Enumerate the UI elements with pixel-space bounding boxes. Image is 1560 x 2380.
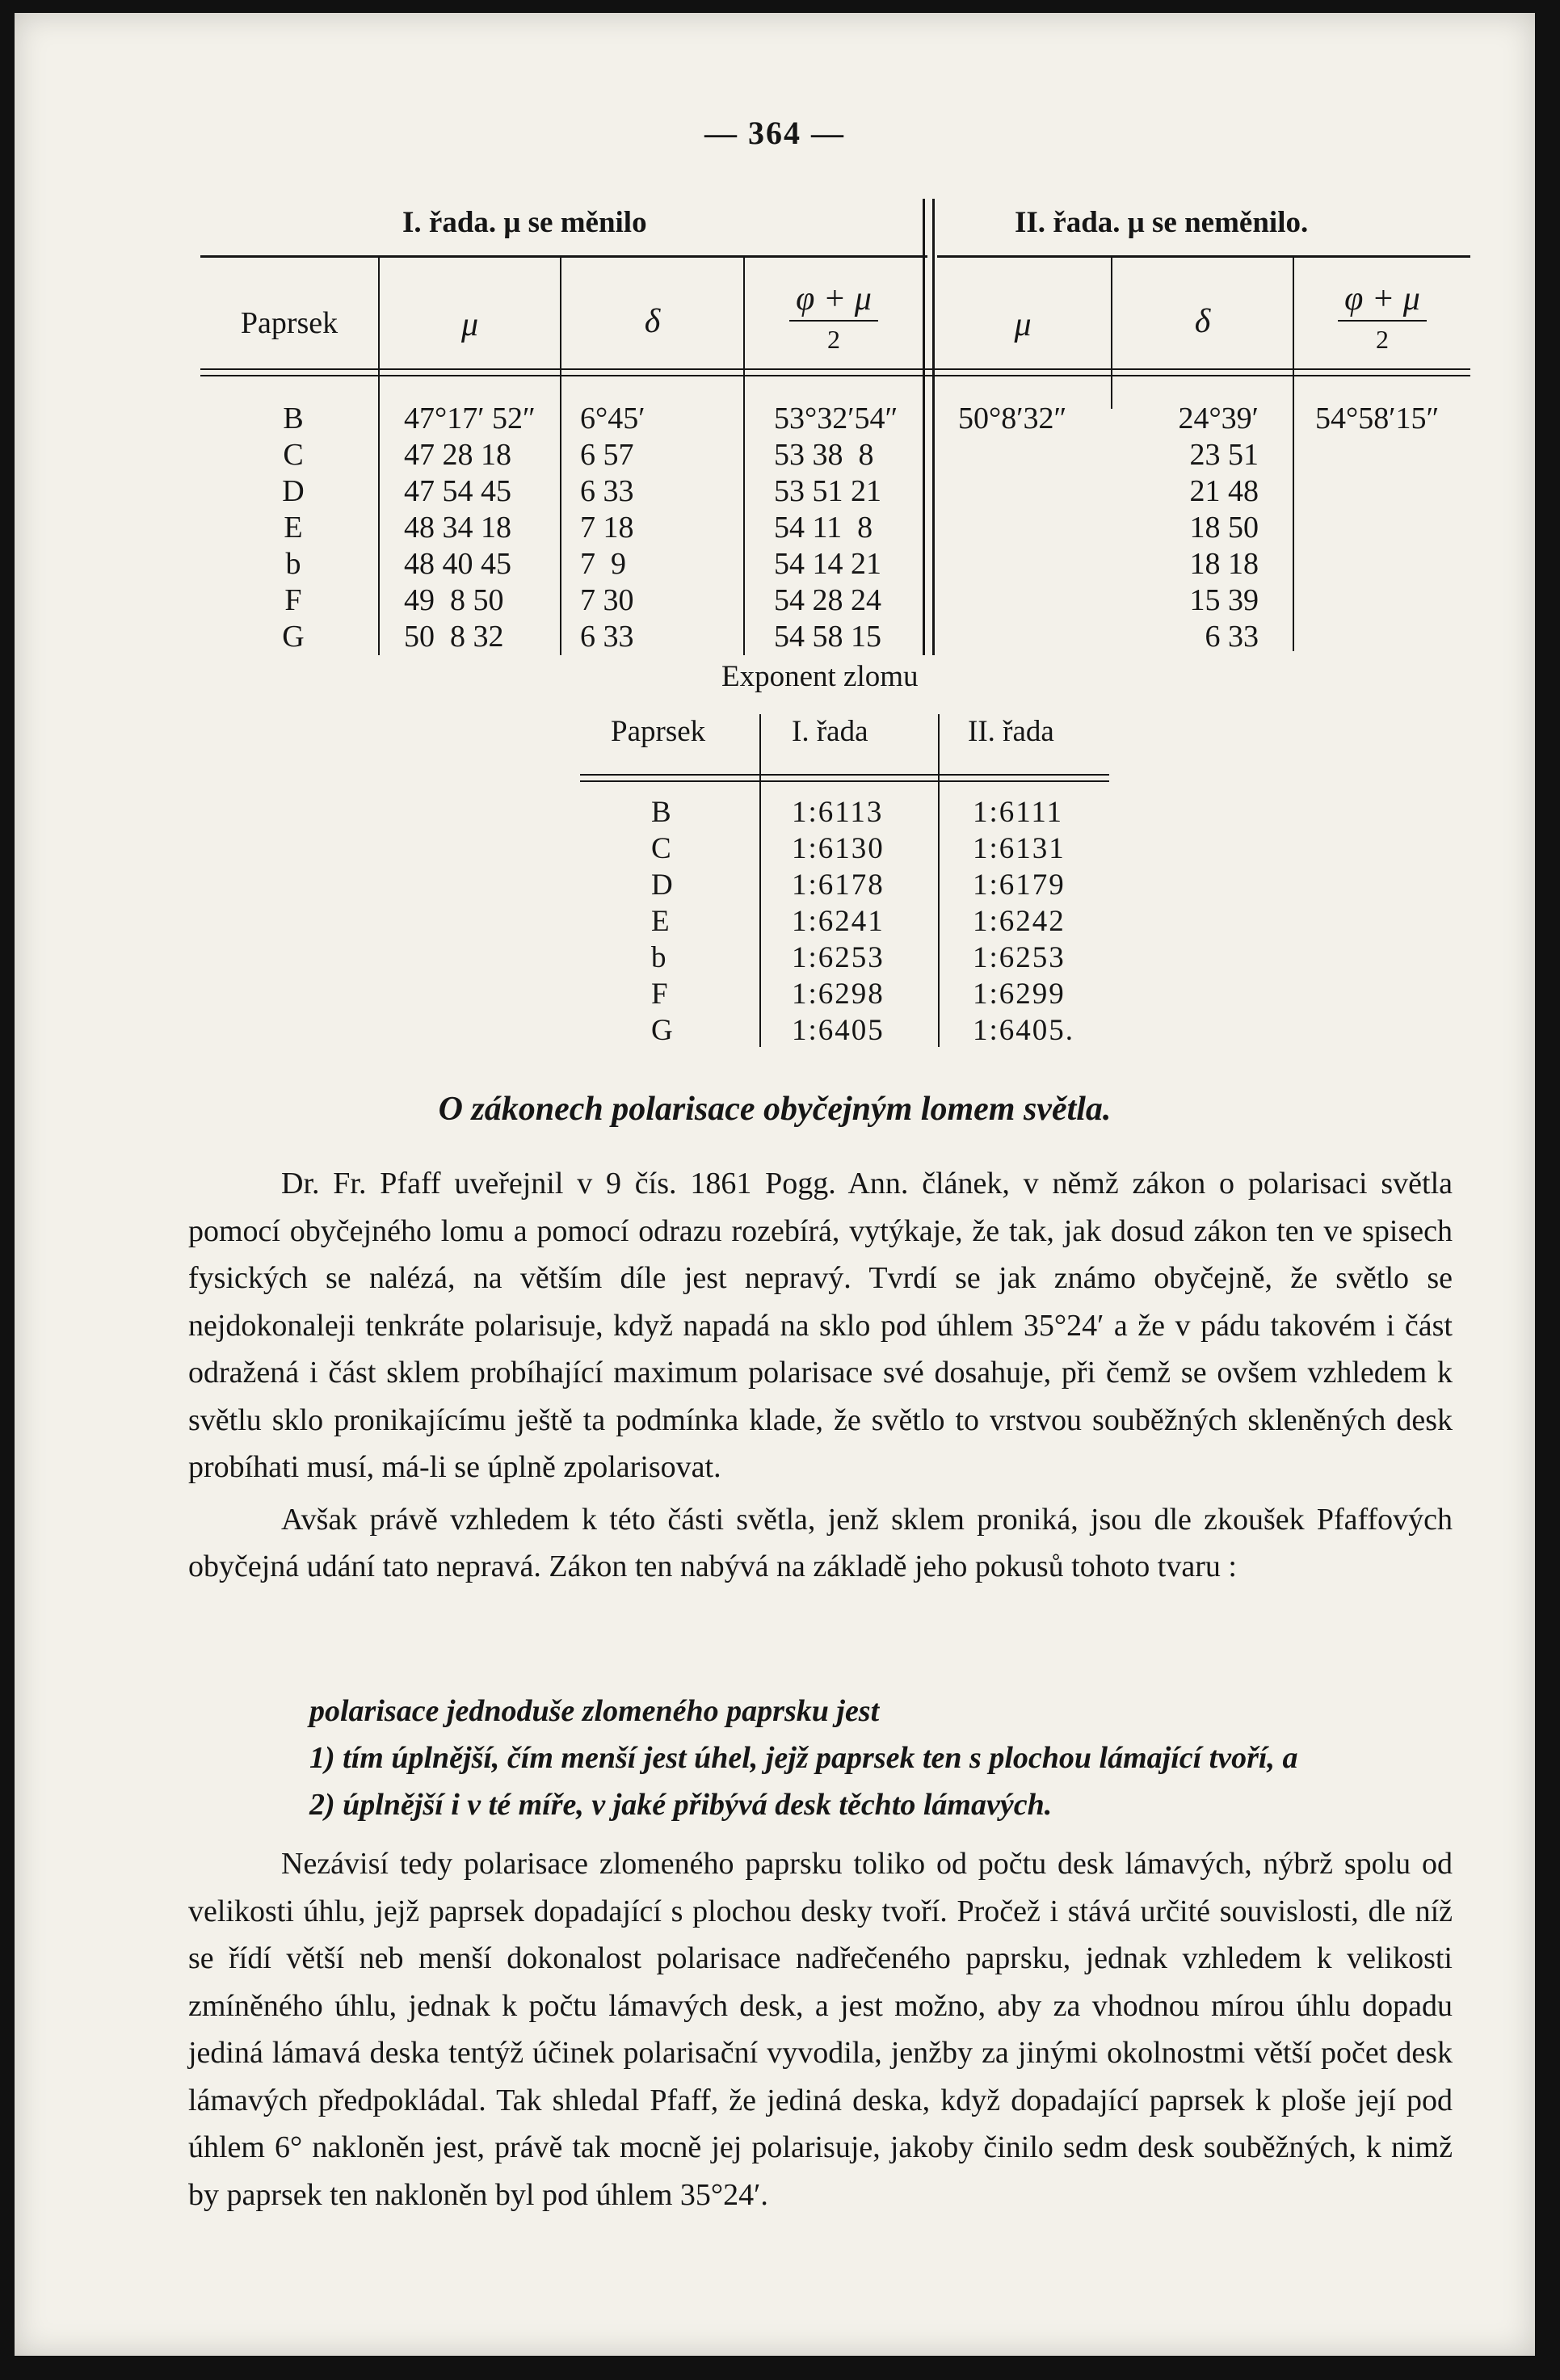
table-row bbox=[200, 582, 927, 619]
table1-vline-5 bbox=[932, 199, 935, 655]
series-1-value: 1:6298 bbox=[792, 978, 885, 1011]
mu-value: 48 34 18 bbox=[404, 511, 511, 545]
delta-value: 23 51 bbox=[1189, 438, 1259, 472]
delta-value: 7 30 bbox=[580, 583, 634, 617]
table1-top-rule-right bbox=[937, 255, 1470, 258]
paragraph-1: Dr. Fr. Pfaff uveřejnil v 9 čís. 1861 Pogg. Ann. článek, v němž zákon o polarisaci světla pomocí obyčejného lomu a pomocí odrazu rozebírá, vytýkaje, že tak, jak dosud zákon ten ve spisech fysických se nalézá, na větším díle jest nepravý. Tvrdí se jak známo obyčejně, že světlo se nejdokonaleji tenkráte polarisuje, když napadá na sklo pod úhlem 35°24′ a že v pádu takovém i část odražená i část sklem probíhající maximum polarisace své dosahuje, při čemž se ovšem vzhledem k světlu sklo pronikajícímu ještě ta podmínka klade, že světlo to vrstvou souběžných skleněných desk probíhati musí, má-li se úplně zpolarisovat. bbox=[188, 1167, 1453, 1484]
rule-1: 1) tím úplnější, čím menší jest úhel, jejž paprsek ten s plochou lámající tvoří, a bbox=[309, 1741, 1298, 1775]
series-2-value: 1:6242 bbox=[973, 905, 1066, 938]
phi-value: 53 51 21 bbox=[774, 474, 881, 508]
fraction-numerator: φ + μ bbox=[796, 280, 872, 317]
ray-label: E bbox=[651, 905, 670, 938]
delta-value: 6 33 bbox=[580, 474, 634, 508]
col-header-mu-2: μ bbox=[1014, 306, 1032, 343]
exponent-rule-2 bbox=[580, 780, 1109, 782]
ray-label: G bbox=[651, 1014, 673, 1047]
series-2-value: 1:6299 bbox=[973, 978, 1066, 1011]
table-row bbox=[200, 437, 927, 473]
mu-value: 47 54 45 bbox=[404, 474, 511, 508]
table-row bbox=[200, 401, 927, 437]
phi-value: 54 11 8 bbox=[774, 511, 873, 545]
phi-value: 53°32′54″ bbox=[774, 402, 898, 435]
ray-label: E bbox=[284, 511, 303, 545]
table-row bbox=[200, 510, 927, 546]
series-1-value: 1:6253 bbox=[792, 941, 885, 974]
table1-top-rule-left bbox=[200, 255, 927, 258]
article-body-continued bbox=[188, 1840, 1453, 2218]
exponent-vline-1 bbox=[759, 714, 761, 1047]
ray-label: b bbox=[285, 547, 301, 581]
delta-value: 15 39 bbox=[1189, 583, 1259, 617]
mu-value: 49 8 50 bbox=[404, 583, 504, 617]
ray-label: F bbox=[284, 583, 302, 617]
paragraph-3: Nezávisí tedy polarisace zlomeného paprsku toliko od počtu desk lámavých, nýbrž spolu od velikosti úhlu, jejž paprsek dopadající s plochou desky tvoří. Pročež i stává určité souvislosti, dle níž se řídí větší neb menší dokonalost polarisace nadřečeného paprsku, jednak vzhledem k velikosti zmíněného úhlu, jednak k počtu lámavých desk, a jest možno, aby za vhodnou mírou úhlu dopadu jediná lámavá deska tentýž účinek polarisační vyvodila, jenžby za jinými okolnostmi větší počet desk lámavých předpokládal. Tak shledal Pfaff, že jediná deska, když dopadající paprsek k ploše její pod úhlem 6° nakloněn jest, právě tak mocně jej polarisuje, jakoby činilo sedm desk souběžných, k nimž by paprsek ten nakloněn byl pod úhlem 35°24′. bbox=[188, 1847, 1453, 2212]
fraction-denominator: 2 bbox=[1376, 325, 1389, 354]
series-1-value: 1:6113 bbox=[792, 796, 884, 829]
exponent-col-series-2: II. řada bbox=[968, 715, 1054, 748]
ray-label: G bbox=[282, 620, 305, 654]
rule-intro: polarisace jednoduše zlomeného paprsku jest bbox=[309, 1694, 880, 1728]
series-1-title: I. řada. μ se měnilo bbox=[402, 206, 647, 239]
table-row bbox=[200, 546, 927, 582]
mu-value: 47°17′ 52″ bbox=[404, 402, 536, 435]
exponent-col-paprsek: Paprsek bbox=[611, 715, 706, 748]
col-header-phi-mu-fraction bbox=[745, 280, 923, 355]
series-2-value: 1:6253 bbox=[973, 941, 1066, 974]
series-2-value: 1:6111 bbox=[973, 796, 1064, 829]
article-body bbox=[188, 1160, 1453, 1591]
series-1-value: 1:6178 bbox=[792, 868, 885, 902]
article-title: O zákonech polarisace obyčejným lomem světla. bbox=[438, 1091, 1112, 1128]
phi-value: 54 14 21 bbox=[774, 547, 881, 581]
mu-value: 50 8 32 bbox=[404, 620, 504, 654]
series-2-mu-value: 50°8′32″ bbox=[958, 402, 1067, 435]
table-row bbox=[200, 473, 927, 510]
ray-label: C bbox=[651, 832, 671, 865]
series-2-value: 1:6179 bbox=[973, 868, 1066, 902]
series-2-delta-column bbox=[1129, 401, 1259, 655]
series-1-value: 1:6130 bbox=[792, 832, 885, 865]
col-header-mu: μ bbox=[460, 306, 479, 343]
series-1-value: 1:6405 bbox=[792, 1014, 885, 1047]
col-header-delta: δ bbox=[644, 303, 661, 340]
exponent-table-title: Exponent zlomu bbox=[721, 660, 919, 693]
ray-label: D bbox=[651, 868, 673, 902]
fraction-numerator: φ + μ bbox=[1344, 280, 1420, 317]
table-row bbox=[200, 619, 927, 655]
phi-value: 54 28 24 bbox=[774, 583, 881, 617]
delta-value: 24°39′ bbox=[1178, 402, 1259, 435]
paragraph-2: Avšak právě vzhledem k této části světla, jenž sklem proniká, jsou dle zkoušek Pfaffových obyčejná udání tato nepravá. Zákon ten nabývá na základě jeho pokusů tohoto tvaru : bbox=[188, 1502, 1453, 1583]
ray-label: b bbox=[651, 941, 666, 974]
ray-label: B bbox=[651, 796, 671, 829]
series-2-value: 1:6405. bbox=[973, 1014, 1075, 1047]
series-2-title: II. řada. μ se neměnilo. bbox=[1015, 206, 1309, 239]
page-number: — 364 — bbox=[704, 115, 845, 151]
series-1-value: 1:6241 bbox=[792, 905, 885, 938]
table1-header-rule-1 bbox=[200, 368, 1470, 370]
exponent-vline-2 bbox=[938, 714, 940, 1047]
delta-value: 7 9 bbox=[580, 547, 626, 581]
delta-value: 18 50 bbox=[1189, 511, 1259, 545]
delta-value: 6 33 bbox=[1205, 620, 1259, 654]
delta-value: 18 18 bbox=[1189, 547, 1259, 581]
series-2-value: 1:6131 bbox=[973, 832, 1066, 865]
mu-value: 48 40 45 bbox=[404, 547, 511, 581]
fraction-bar bbox=[789, 320, 878, 322]
exponent-col-series-1: I. řada bbox=[792, 715, 868, 748]
col-header-delta-2: δ bbox=[1194, 303, 1211, 340]
fraction-denominator: 2 bbox=[827, 325, 840, 354]
delta-value: 6 33 bbox=[580, 620, 634, 654]
phi-value: 53 38 8 bbox=[774, 438, 874, 472]
delta-value: 21 48 bbox=[1189, 474, 1259, 508]
ray-label: C bbox=[283, 438, 304, 472]
phi-value: 54 58 15 bbox=[774, 620, 881, 654]
series-2-phi-value: 54°58′15″ bbox=[1315, 402, 1440, 435]
mu-value: 47 28 18 bbox=[404, 438, 511, 472]
table1-header-rule-2 bbox=[200, 375, 1470, 376]
col-header-phi-mu-fraction-2 bbox=[1294, 280, 1470, 355]
ray-label: D bbox=[282, 474, 305, 508]
fraction-bar bbox=[1338, 320, 1427, 322]
ray-label: F bbox=[651, 978, 668, 1011]
delta-value: 6°45′ bbox=[580, 402, 645, 435]
col-header-paprsek: Paprsek bbox=[240, 306, 338, 340]
book-page bbox=[15, 13, 1535, 2356]
exponent-rule-1 bbox=[580, 774, 1109, 776]
rule-2: 2) úplnější i v té míře, v jaké přibývá desk těchto lámavých. bbox=[309, 1788, 1053, 1822]
delta-value: 7 18 bbox=[580, 511, 634, 545]
delta-value: 6 57 bbox=[580, 438, 634, 472]
ray-label: B bbox=[283, 402, 304, 435]
